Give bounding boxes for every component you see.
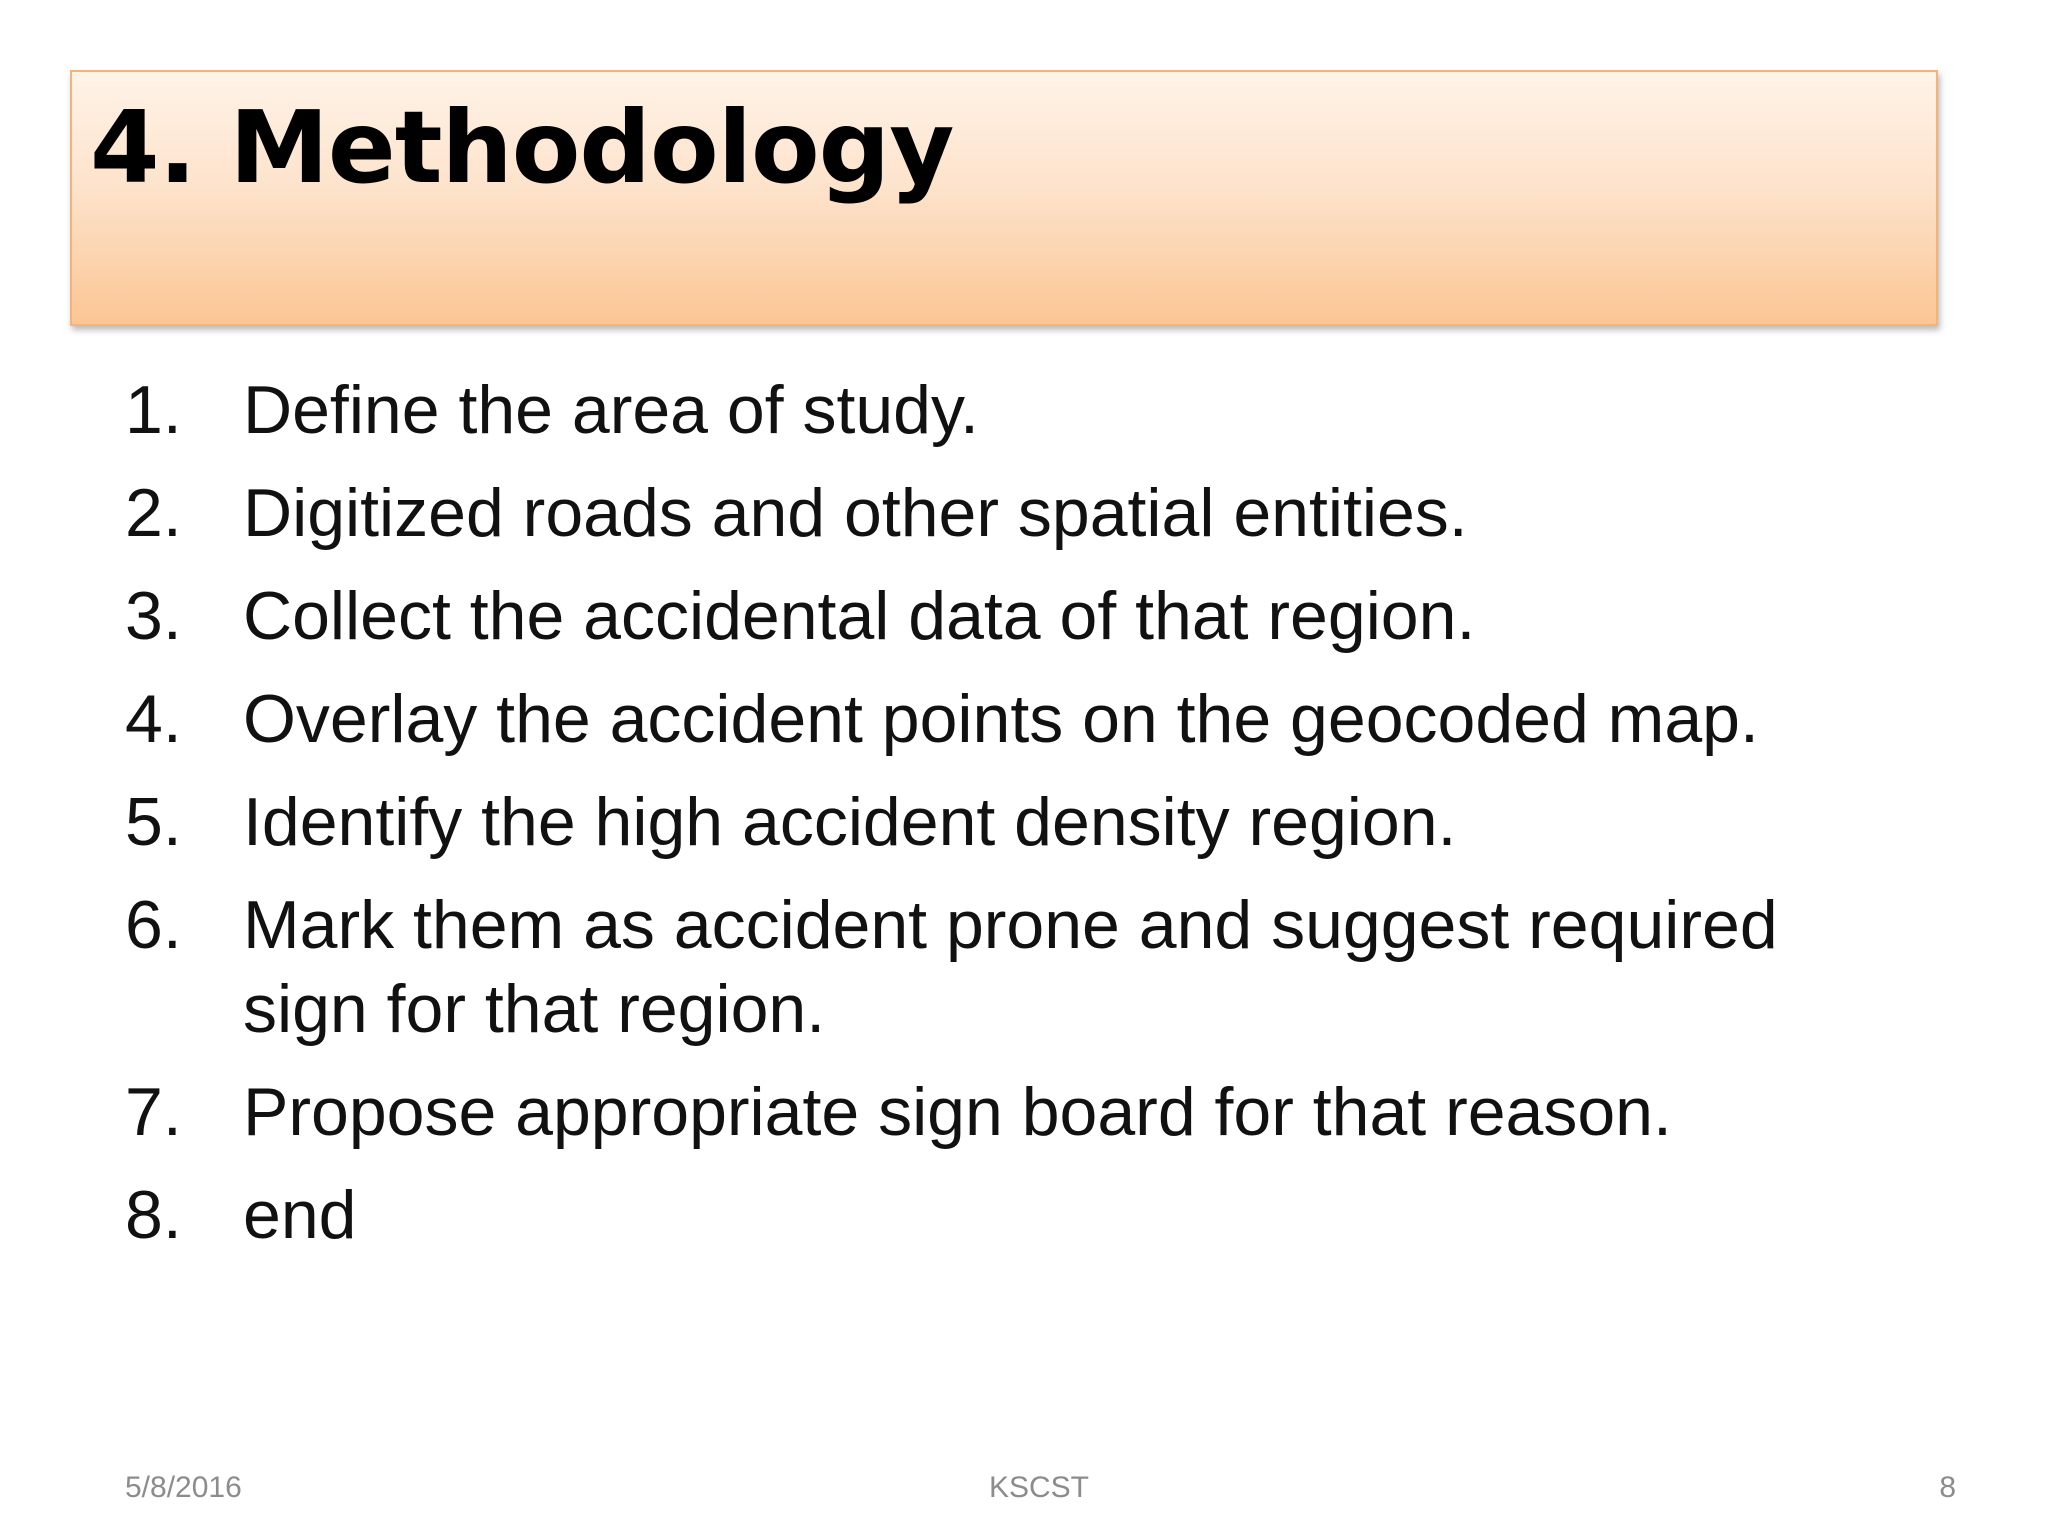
step-number: 2. bbox=[125, 475, 182, 551]
list-item bbox=[125, 471, 1905, 555]
step-text: Overlay the accident points on the geocoded map. bbox=[243, 681, 1759, 757]
step-number: 4. bbox=[125, 681, 182, 757]
list-item bbox=[125, 780, 1905, 864]
step-number: 1. bbox=[125, 372, 182, 448]
step-number: 5. bbox=[125, 784, 182, 860]
list-item bbox=[125, 574, 1905, 658]
methodology-steps-list bbox=[125, 368, 1905, 1276]
step-number: 8. bbox=[125, 1177, 182, 1253]
footer-organization: KSCST bbox=[988, 1471, 1090, 1504]
step-text: Identify the high accident density region. bbox=[243, 784, 1457, 860]
step-text: Digitized roads and other spatial entities. bbox=[243, 475, 1468, 551]
step-text: Define the area of study. bbox=[243, 372, 979, 448]
list-item bbox=[125, 1070, 1905, 1154]
slide-number: 8 bbox=[1939, 1471, 1956, 1504]
slide-title: 4. Methodology bbox=[90, 89, 954, 206]
footer-date: 5/8/2016 bbox=[125, 1471, 242, 1504]
step-number: 7. bbox=[125, 1074, 182, 1150]
list-item bbox=[125, 883, 1905, 1051]
list-item bbox=[125, 1173, 1905, 1257]
step-number: 3. bbox=[125, 578, 182, 654]
step-text: Mark them as accident prone and suggest required sign for that region. bbox=[243, 887, 1778, 1047]
step-text: Collect the accidental data of that region. bbox=[243, 578, 1476, 654]
step-number: 6. bbox=[125, 887, 182, 963]
list-item bbox=[125, 368, 1905, 452]
title-banner bbox=[70, 70, 1938, 326]
step-text: Propose appropriate sign board for that reason. bbox=[243, 1074, 1672, 1150]
step-text: end bbox=[243, 1177, 357, 1253]
list-item bbox=[125, 677, 1905, 761]
